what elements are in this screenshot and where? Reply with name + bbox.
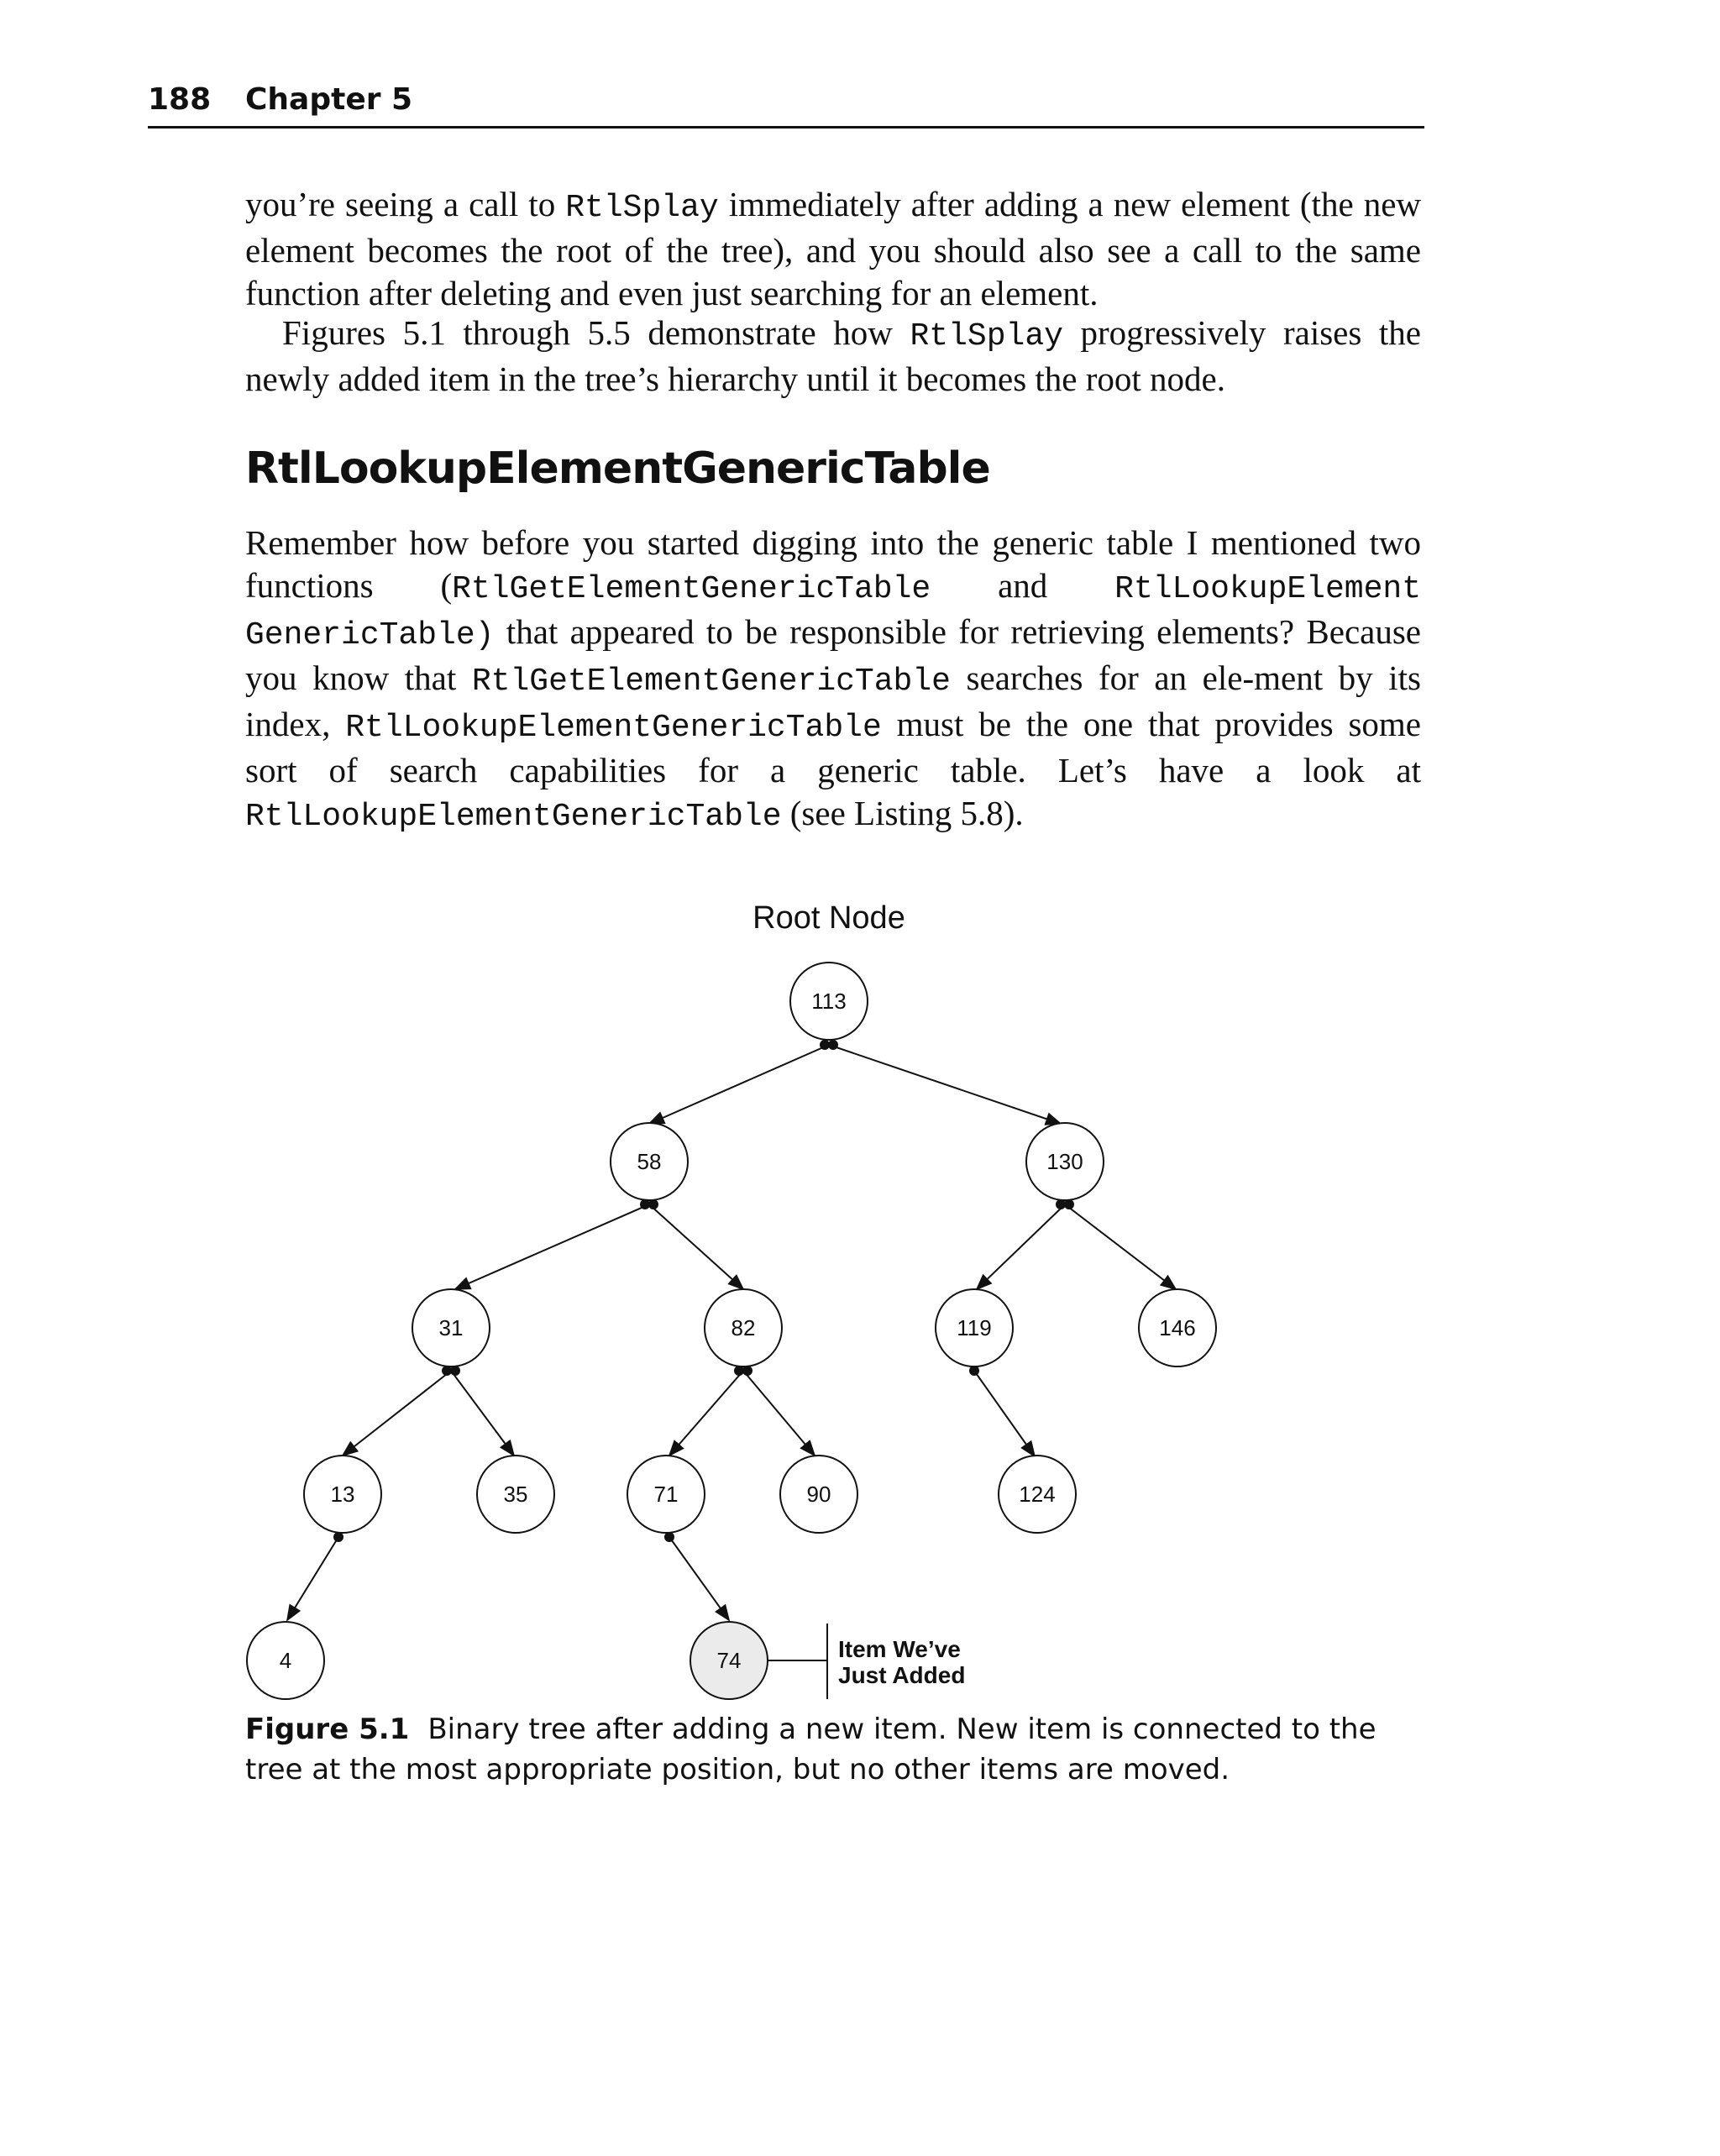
node-label: 35 xyxy=(503,1482,528,1507)
edge-31-13 xyxy=(343,1371,451,1456)
page-number: 188 xyxy=(148,82,212,117)
edge-82-71 xyxy=(669,1371,743,1456)
tree-node xyxy=(780,1456,857,1533)
code-run: RtlLookupElementGenericTable xyxy=(345,710,882,746)
edge-113-58 xyxy=(649,1045,829,1124)
node-label: 58 xyxy=(637,1149,662,1174)
node-label: 82 xyxy=(731,1315,756,1340)
text-run: (see Listing 5.8). xyxy=(781,794,1024,832)
node-label: 71 xyxy=(653,1482,679,1507)
tree-node xyxy=(611,1123,688,1200)
node-label: 74 xyxy=(716,1648,742,1673)
figure-caption xyxy=(245,1709,1421,1790)
new-item-callout xyxy=(768,1624,827,1699)
paragraph-3 xyxy=(245,522,1421,838)
tree-node xyxy=(999,1456,1076,1533)
edge-31-35 xyxy=(451,1371,514,1456)
text-run: Figures 5.1 through 5.5 demonstrate how xyxy=(282,313,910,352)
tree-node xyxy=(936,1289,1013,1367)
node-label: 90 xyxy=(806,1482,831,1507)
code-run: RtlSplay xyxy=(910,318,1063,354)
code-run: RtlSplay xyxy=(565,190,719,226)
edge-58-82 xyxy=(649,1204,743,1289)
text-run: and xyxy=(931,566,1115,605)
chapter-title: Chapter 5 xyxy=(245,82,413,117)
code-run: RtlGetElementGenericTable xyxy=(452,571,931,607)
tree-node xyxy=(477,1456,554,1533)
tree-node xyxy=(1139,1289,1216,1367)
node-label: 124 xyxy=(1019,1482,1056,1507)
code-run: RtlLookupElementGenericTable xyxy=(245,799,782,835)
tree-node xyxy=(304,1456,381,1533)
text-run: progressively raises the newly added item in the tree’s hierarchy until it becomes the root node. xyxy=(245,313,1422,398)
paragraph-2 xyxy=(245,312,1421,401)
node-label: 4 xyxy=(279,1648,292,1673)
new-item-node xyxy=(690,1622,768,1699)
tree-node xyxy=(790,963,868,1040)
caption-text: Binary tree after adding a new item. New item is connected to the tree at the most appropriate position, but no other items are moved. xyxy=(245,1713,1377,1786)
text-run: must be the one that provides some sort of search capabilities for a generic table. Let’s have a look at xyxy=(245,705,1421,789)
tree-node xyxy=(705,1289,782,1367)
node-label: 130 xyxy=(1046,1149,1083,1174)
text-run: that appeared to be responsible for retrieving elements? Because you know that xyxy=(245,612,1421,697)
tree-node xyxy=(247,1622,324,1699)
node-label: 31 xyxy=(438,1315,464,1340)
edge-71-74 xyxy=(669,1537,729,1620)
section-heading: RtlLookupElementGenericTable xyxy=(245,443,990,494)
callout-label-line2: Just Added xyxy=(838,1662,966,1688)
edge-58-31 xyxy=(455,1204,649,1289)
edge-130-119 xyxy=(977,1204,1065,1289)
text-run: searches for an ele-ment by its index, xyxy=(245,658,1421,743)
tree-nodes xyxy=(247,963,1216,1699)
page-header xyxy=(148,77,1424,129)
text-run: you’re seeing a call to xyxy=(245,185,566,223)
caption-label: Figure 5.1 xyxy=(245,1713,410,1746)
node-label: 13 xyxy=(330,1482,355,1507)
tree-node xyxy=(412,1289,490,1367)
edge-82-90 xyxy=(743,1371,815,1456)
root-node-label: Root Node xyxy=(752,900,905,936)
tree-node xyxy=(1026,1123,1104,1200)
callout-label-line1: Item We’ve xyxy=(838,1636,961,1662)
edge-113-130 xyxy=(829,1045,1061,1124)
tree-node xyxy=(627,1456,705,1533)
edge-130-146 xyxy=(1065,1204,1176,1289)
edge-119-124 xyxy=(974,1371,1035,1456)
edge-13-4 xyxy=(287,1537,338,1620)
code-run: RtlGetElementGenericTable xyxy=(471,664,951,700)
node-label: 119 xyxy=(957,1315,992,1340)
code-run: RtlLookupElement GenericTable) xyxy=(245,571,1421,653)
node-label: 146 xyxy=(1159,1315,1196,1340)
node-label: 113 xyxy=(811,989,847,1014)
paragraph-1 xyxy=(245,183,1421,315)
dot xyxy=(828,1040,838,1050)
binary-tree-figure xyxy=(0,873,1720,1705)
text-run: immediately after adding a new element (the new element becomes the root of the tree), and you should also see a call to the same function after deleting and even just searching for an element. xyxy=(245,185,1421,312)
text-run: Remember how before you started digging into the generic table I mentioned two functions ( xyxy=(245,523,1421,605)
